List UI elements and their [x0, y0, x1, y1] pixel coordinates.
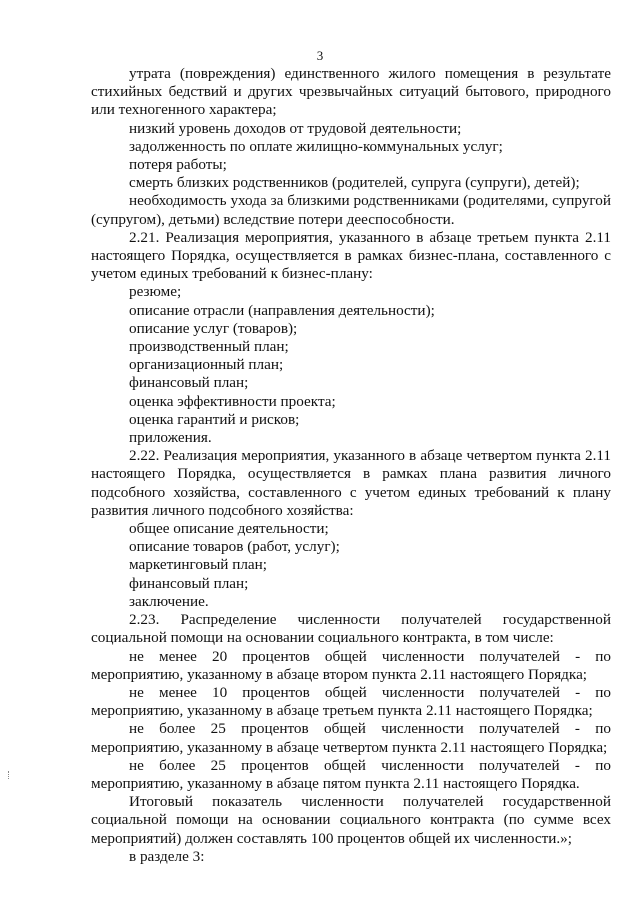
paragraph: описание товаров (работ, услуг);: [129, 538, 340, 556]
paragraph: финансовый план;: [129, 374, 249, 392]
paragraph: в разделе 3:: [129, 847, 205, 865]
paragraph: финансовый план;: [129, 574, 249, 592]
page-number: 3: [316, 48, 324, 63]
paragraph: резюме;: [129, 283, 182, 301]
document-body: [91, 65, 611, 866]
paragraph: необходимость ухода за близкими родственниками (родителями, супругой (супругом), детьми) вследствие потери дееспособности.: [91, 192, 611, 228]
margin-mark: [8, 771, 11, 779]
paragraph: задолженность по оплате жилищно-коммунальных услуг;: [129, 137, 503, 155]
paragraph: маркетинговый план;: [129, 556, 268, 574]
paragraph: 2.22. Реализация мероприятия, указанного в абзаце четвертом пункта 2.11 настоящего Порядка, осуществляется в рамках плана развития личного подсобного хозяйства, составленного с учетом единых требований к плану развития личного подсобного хозяйства:: [91, 447, 611, 519]
paragraph: Итоговый показатель численности получателей государственной социальной помощи на основании социального контракта (по сумме всех мероприятий) должен составлять 100 процентов общей их численности.»;: [91, 793, 611, 847]
paragraph: низкий уровень доходов от трудовой деятельности;: [129, 119, 462, 137]
paragraph: приложения.: [129, 429, 212, 447]
paragraph: не менее 10 процентов общей численности получателей - по мероприятию, указанному в абзаце третьем пункта 2.11 настоящего Порядка;: [91, 683, 611, 720]
paragraph: 2.21. Реализация мероприятия, указанного в абзаце третьем пункта 2.11 настоящего Порядка, осуществляется в рамках бизнес-плана, составленного с учетом единых требований к бизнес-плану:: [91, 228, 611, 283]
paragraph: производственный план;: [129, 338, 289, 356]
paragraph: оценка гарантий и рисков;: [129, 410, 300, 428]
paragraph: оценка эффективности проекта;: [129, 392, 336, 410]
paragraph: не более 25 процентов общей численности получателей - по мероприятию, указанному в абзаце пятом пункта 2.11 настоящего Порядка.: [91, 756, 611, 792]
paragraph: не более 25 процентов общей численности получателей - по мероприятию, указанному в абзаце четвертом пункта 2.11 настоящего Порядка;: [91, 720, 611, 756]
paragraph: 2.23. Распределение численности получателей государственной социальной помощи на основании социального контракта, в том числе:: [91, 611, 611, 647]
paragraph: описание отрасли (направления деятельности);: [129, 301, 435, 319]
paragraph: утрата (повреждения) единственного жилого помещения в результате стихийных бедствий и других чрезвычайных ситуаций бытового, природного или техногенного характера;: [91, 65, 611, 119]
paragraph: смерть близких родственников (родителей, супруга (супруги), детей);: [129, 174, 580, 192]
paragraph: потеря работы;: [129, 156, 227, 174]
paragraph: не менее 20 процентов общей численности получателей - по мероприятию, указанному в абзаце втором пункта 2.11 настоящего Порядка;: [91, 647, 611, 683]
paragraph: описание услуг (товаров);: [129, 319, 298, 337]
paragraph: общее описание деятельности;: [129, 520, 329, 538]
paragraph: заключение.: [129, 592, 209, 610]
paragraph: организационный план;: [129, 356, 284, 374]
